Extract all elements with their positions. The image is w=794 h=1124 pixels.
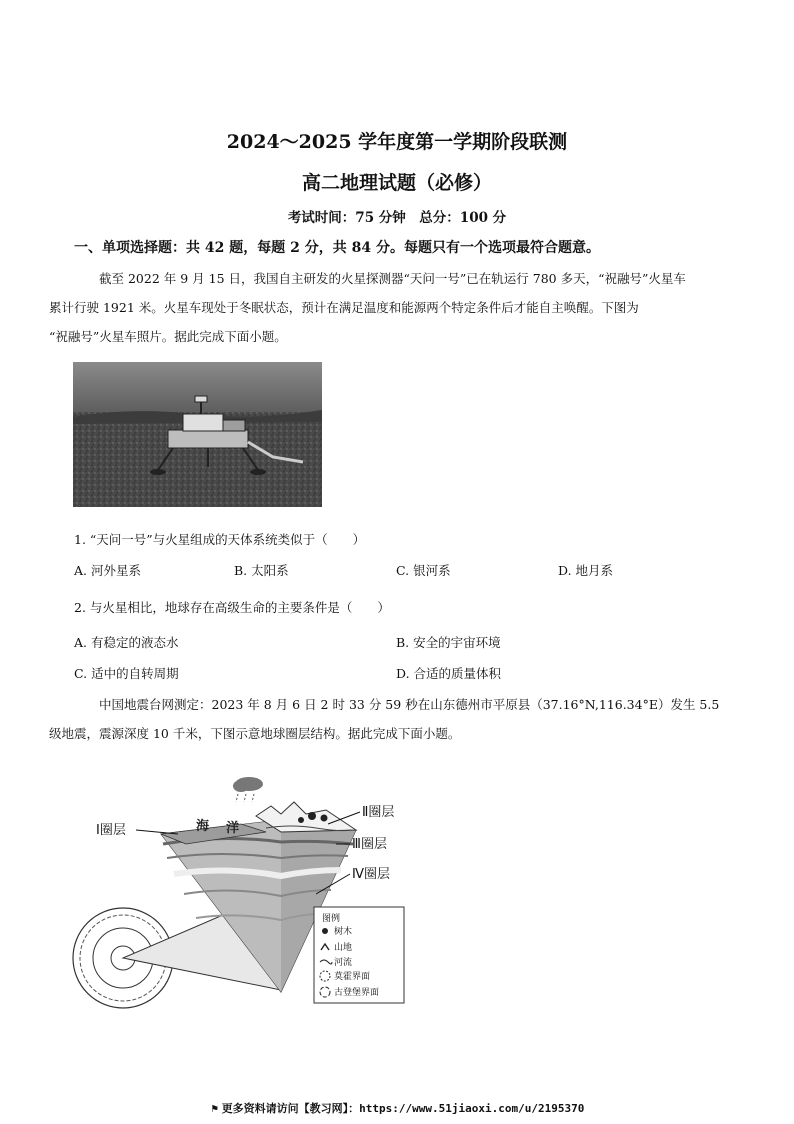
q2-option-c[interactable]: C. 适中的自转周期 <box>74 666 179 681</box>
flag-icon: ⚑ <box>211 1102 218 1115</box>
question-2-stem: 2. 与火星相比，地球存在高级生命的主要条件是（ ） <box>74 600 390 615</box>
q1-option-c[interactable]: C. 银河系 <box>396 563 451 578</box>
question-1-stem: 1. “天问一号”与火星组成的天体系统类似于（ ） <box>74 532 366 547</box>
legend-item-river: 河流 <box>334 958 353 968</box>
layer-4-label: Ⅳ圈层 <box>352 867 390 882</box>
passage-2-line-2: 级地震，震源深度 10 千米，下图示意地球圈层结构。据此完成下面小题。 <box>49 726 461 741</box>
earth-layers-diagram <box>66 772 416 1012</box>
q1-option-d[interactable]: D. 地月系 <box>558 563 614 578</box>
exam-meta: 考试时间：75 分钟 总分：100 分 <box>287 210 507 226</box>
cloud-rain-icon <box>233 777 263 802</box>
diagram-legend <box>314 907 404 1003</box>
layer-1-label: Ⅰ圈层 <box>96 823 126 838</box>
exam-title: 2024～2025 学年度第一学期阶段联测 <box>226 131 568 153</box>
q2-option-d[interactable]: D. 合适的质量体积 <box>396 666 502 681</box>
passage-2-line-1: 中国地震台网测定：2023 年 8 月 6 日 2 时 33 分 59 秒在山东德州市平原县（37.16°N,116.34°E）发生 5.5 <box>99 697 720 712</box>
tree-icon <box>322 928 328 934</box>
legend-item-mountain: 山地 <box>334 943 353 953</box>
passage-1 <box>49 264 724 351</box>
ocean-label-b: 洋 <box>226 821 240 836</box>
q2-option-b[interactable]: B. 安全的宇宙环境 <box>396 635 501 650</box>
legend-title: 图例 <box>322 914 341 924</box>
layer-3-label: Ⅲ圈层 <box>352 837 387 852</box>
passage-2 <box>49 690 734 748</box>
passage-1-line-1: 截至 2022 年 9 月 15 日，我国自主研发的火星探测器“天问一号”已在轨运行 780 多天，“祝融号”火星车 <box>99 271 686 286</box>
q2-option-a[interactable]: A. 有稳定的液态水 <box>74 635 179 650</box>
exam-subtitle: 高二地理试题（必修） <box>301 172 492 194</box>
passage-1-line-2: 累计行驶 1921 米。火星车现处于冬眠状态，预计在满足温度和能源两个特定条件后才能自主唤醒。下图为 <box>49 300 639 315</box>
ocean-label-a: 海 <box>196 819 210 834</box>
footer-link[interactable]: 更多资料请访问【教习网】：https://www.51jiaoxi.com/u/2195370 <box>221 1102 585 1115</box>
footer <box>0 1100 794 1116</box>
q1-option-a[interactable]: A. 河外星系 <box>74 563 141 578</box>
q1-option-b[interactable]: B. 太阳系 <box>234 563 289 578</box>
layer-2-label: Ⅱ圈层 <box>362 805 395 820</box>
legend-item-moho: 莫霍界面 <box>334 972 371 982</box>
section-heading: 一、单项选择题：共 42 题，每题 2 分，共 84 分。每题只有一个选项最符合题意。 <box>74 240 600 256</box>
legend-item-tree: 树木 <box>334 927 353 937</box>
passage-1-line-3: “祝融号”火星车照片。据此完成下面小题。 <box>49 329 287 344</box>
legend-item-gutenberg: 古登堡界面 <box>334 988 380 998</box>
mars-rover-photo <box>73 362 322 507</box>
